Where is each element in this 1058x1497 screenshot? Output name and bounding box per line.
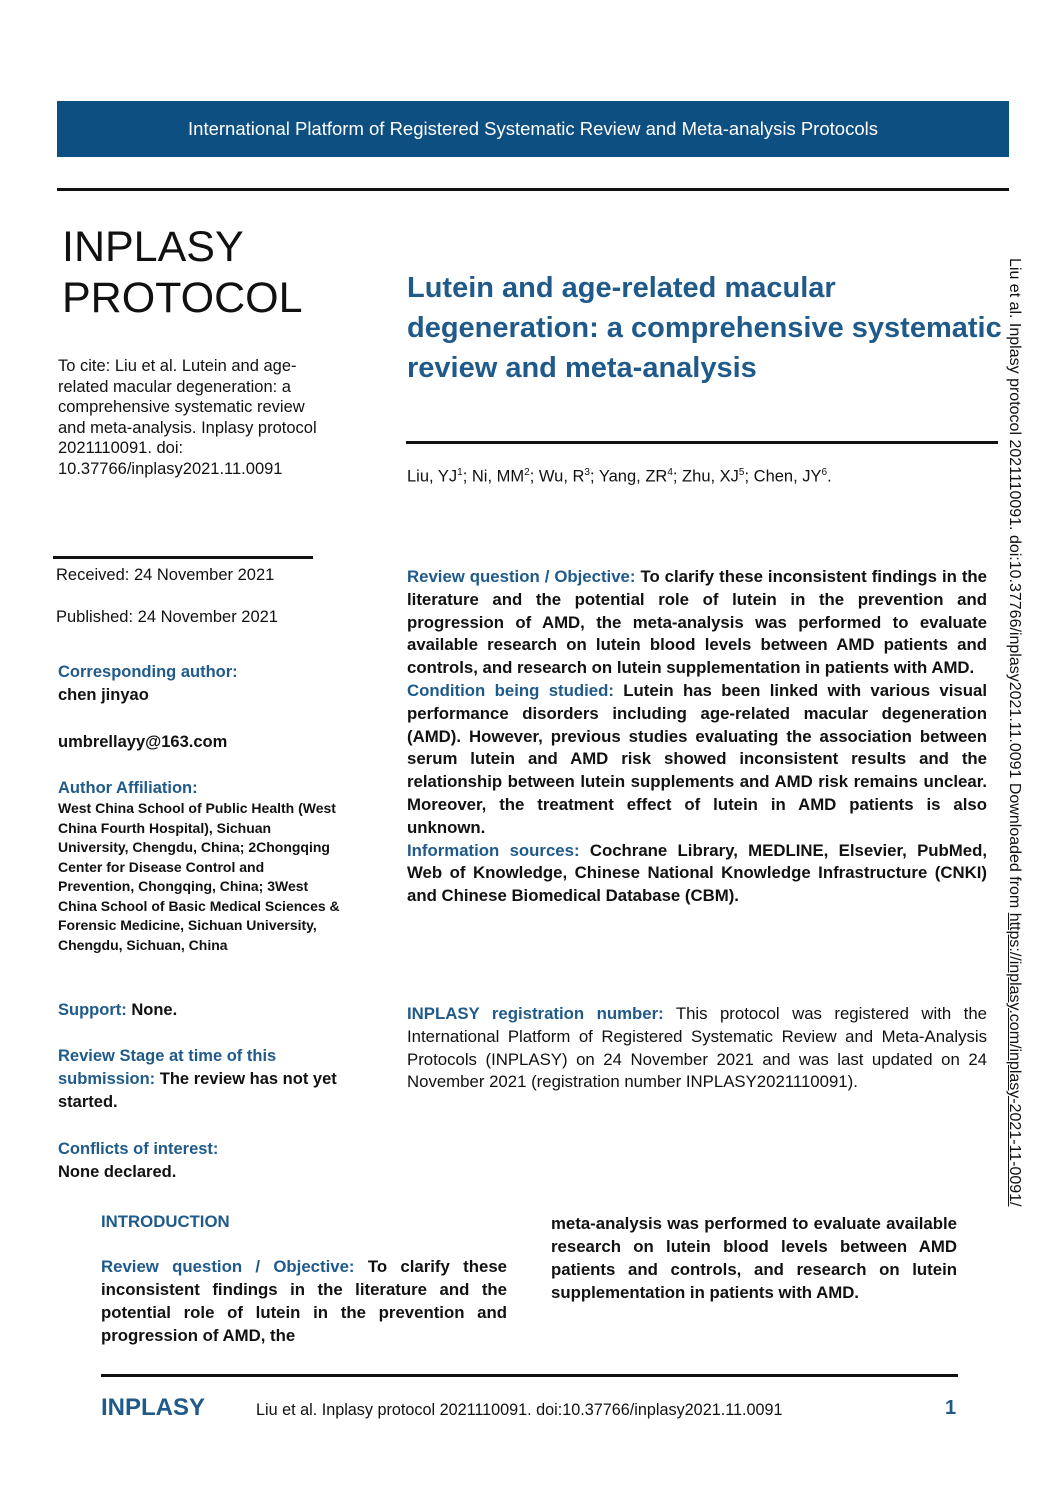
- support: [58, 999, 343, 1022]
- sources-label: Information sources:: [407, 840, 580, 860]
- footer-citation: Liu et al. Inplasy protocol 2021110091. doi:10.37766/inplasy2021.11.0091: [256, 1401, 783, 1419]
- received-date: Received: 24 November 2021: [56, 566, 275, 584]
- author-list: [407, 467, 832, 487]
- registration-text: This protocol was registered with the International Platform of Registered Systematic Review and Meta-Analysis Protocols (INPLASY) on 24 November 2021 and was last updated on 24 November 2021 (registration number INPLASY2021110091).: [407, 1004, 987, 1092]
- inplasy-protocol-heading: [62, 222, 303, 324]
- introduction-left-column: [101, 1255, 507, 1347]
- introduction-left-text: To clarify these inconsistent findings in the literature and the potential role of lutein in the prevention and progression of AMD, the: [101, 1257, 507, 1345]
- conflicts-value: None declared.: [58, 1163, 177, 1181]
- corresponding-author-email: umbrellayy@163.com: [58, 733, 228, 751]
- condition-text: Lutein has been linked with various visual performance disorders including age-related macular degeneration (AMD). However, previous studies evaluating the association between serum lutein and AMD risk showed inconsistent results and the relationship between lutein supplements and AMD risk remains unclear. Moreover, the treatment effect of lutein in AMD patients is also unknown.: [407, 680, 987, 837]
- condition-label: Condition being studied:: [407, 680, 614, 700]
- review-stage-value: The review has not yet started.: [58, 1070, 337, 1111]
- abstract-sources: [407, 840, 987, 908]
- vertical-citation-text: Liu et al. Inplasy protocol 2021110091. doi:10.37766/inplasy2021.11.0091 Downloaded from: [1006, 258, 1023, 913]
- abstract-review-question: [407, 566, 987, 680]
- brand-line-1: INPLASY: [62, 223, 244, 271]
- corresponding-author-label: Corresponding author:: [58, 663, 238, 681]
- abstract-condition: [407, 680, 987, 840]
- footer-rule: [101, 1374, 958, 1377]
- review-stage-label-2: submission:: [58, 1070, 156, 1088]
- author-affil-sup: 4: [667, 467, 673, 478]
- published-date: Published: 24 November 2021: [56, 608, 278, 626]
- author-name: .: [827, 467, 832, 486]
- author-name: ; Yang, ZR: [589, 467, 668, 486]
- introduction-right-column: meta-analysis was performed to evaluate available research on lutein blood levels between AMD patients and controls, and research on lutein supplementation in patients with AMD.: [551, 1214, 957, 1302]
- author-name: Liu, YJ: [407, 467, 458, 486]
- author-name: ; Ni, MM: [462, 467, 525, 486]
- support-label: Support:: [58, 1001, 127, 1019]
- author-affil-sup: 3: [584, 467, 590, 478]
- corresponding-author-name: chen jinyao: [58, 686, 149, 704]
- author-affil-sup: 5: [738, 467, 745, 478]
- page-number: 1: [945, 1397, 957, 1419]
- conflicts-label: Conflicts of interest:: [58, 1140, 219, 1158]
- cite-rule: [53, 556, 313, 559]
- author-name: ; Chen, JY: [744, 467, 822, 486]
- abstract-body: [407, 566, 987, 908]
- platform-banner: International Platform of Registered Systematic Review and Meta-analysis Protocols: [57, 101, 1009, 157]
- support-value: None.: [126, 1001, 178, 1019]
- abstract-registration: [407, 1003, 987, 1094]
- review-question-text: To clarify these inconsistent findings in the literature and the potential role of lutein in the prevention and progression of AMD, the meta-analysis was performed to evaluate available research on lutein blood levels between AMD patients and controls, and research on lutein supplementation in patients with AMD.: [407, 567, 988, 678]
- registration-label: INPLASY registration number:: [407, 1004, 664, 1023]
- affiliation-text: West China School of Public Health (West China Fourth Hospital), Sichuan University, Chengdu, China; 2Chongqing Center for Disease Control and Prevention, Chongqing, China; 3West China School of Basic Medical Sciences & Forensic Medicine, Sichuan University, Chengdu, Sichuan, China: [58, 800, 340, 953]
- header-rule: [57, 188, 1009, 191]
- introduction-label: Review question / Objective:: [101, 1257, 355, 1276]
- affiliation-label: Author Affiliation:: [58, 779, 198, 797]
- introduction-heading: INTRODUCTION: [101, 1212, 230, 1231]
- review-stage-label-1: Review Stage at time of this: [58, 1047, 277, 1065]
- review-question-label: Review question / Objective:: [407, 567, 636, 586]
- author-affil-sup: 1: [457, 467, 463, 478]
- conflicts: [58, 1138, 343, 1184]
- corresponding-author: [58, 661, 343, 754]
- citation-text: To cite: Liu et al. Lutein and age-related macular degeneration: a comprehensive systematic review and meta-analysis. Inplasy protocol 2021110091. doi: 10.37766/inplasy2021.11.0091: [58, 357, 317, 478]
- author-name: ; Zhu, XJ: [672, 467, 739, 486]
- sources-text: Cochrane Library, MEDLINE, Elsevier, PubMed, Web of Knowledge, Chinese National Knowledge Infrastructure (CNKI) and Chinese Biomedical Database (CBM).: [407, 840, 987, 906]
- footer-brand: INPLASY: [101, 1394, 206, 1421]
- brand-line-2: PROTOCOL: [62, 274, 303, 322]
- article-title: Lutein and age-related macular degeneration: a comprehensive systematic review and meta-analysis: [407, 272, 1002, 384]
- review-stage: [58, 1045, 343, 1114]
- vertical-citation: [1001, 258, 1027, 1334]
- author-affil-sup: 6: [821, 467, 828, 478]
- title-rule: [406, 441, 998, 444]
- author-name: ; Wu, R: [529, 467, 585, 486]
- download-link[interactable]: https://inplasy.com/inplasy-2021-11-0091/: [1006, 912, 1023, 1207]
- author-affil-sup: 2: [524, 467, 530, 478]
